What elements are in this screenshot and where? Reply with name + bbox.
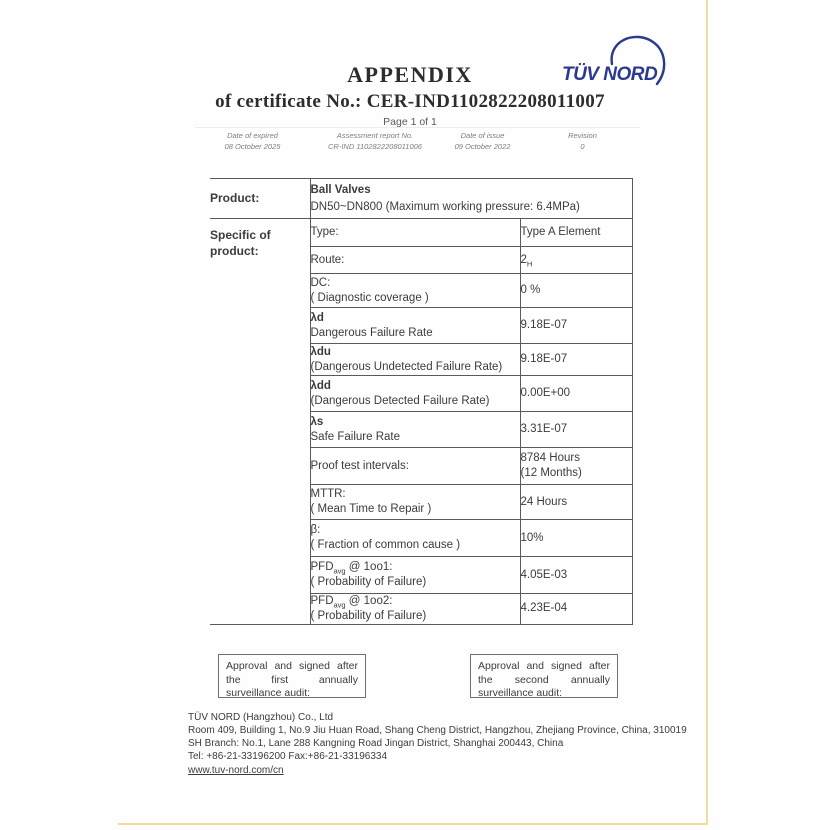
website-link[interactable]: www.tuv-nord.com/cn (188, 765, 284, 776)
page-scan-edge-bottom (118, 823, 708, 825)
footer-address-1: Room 409, Building 1, No.9 Jiu Huan Road, Shang Cheng District, Hangzhou, Zhejiang Province, China, 310019 (188, 725, 687, 736)
page-title: APPENDIX (347, 62, 473, 87)
meta-assessment-report-no (310, 127, 440, 153)
value-mttr: 24 Hours (520, 485, 632, 520)
meta-label: Date of expired (227, 131, 278, 140)
value-lambda-s: 3.31E-07 (520, 412, 632, 448)
meta-revision (525, 127, 640, 153)
param-proof-test-intervals: Proof test intervals: (310, 448, 520, 485)
value-pfd-1oo2: 4.23E-04 (520, 594, 632, 625)
value-pfd-1oo1: 4.05E-03 (520, 557, 632, 594)
value-lambda-dd: 0.00E+00 (520, 376, 632, 412)
product-label: Product: (210, 179, 310, 219)
value-route: $2_H$ (520, 247, 632, 274)
product-name: Ball Valves (310, 184, 371, 197)
header (0, 62, 820, 128)
product-description: DN50~DN800 (Maximum working pressure: 6.4MPa) (310, 200, 580, 213)
param-beta: β: ( Fraction of common cause ) (310, 520, 520, 557)
table-row-product (210, 179, 632, 219)
meta-label: Revision (568, 131, 597, 140)
approval-box-second-audit: Approval and signed after the second annually surveillance audit: (470, 654, 618, 698)
footer (188, 711, 687, 777)
certificate-number-line: of certificate No.: CER-IND1102822208011007 (215, 91, 605, 112)
tuv-nord-logo-text: TÜV NORD (562, 64, 658, 85)
page-number-label: Page 1 of 1 (383, 116, 437, 128)
param-mttr: MTTR: ( Mean Time to Repair ) (310, 485, 520, 520)
meta-date-of-issue (440, 127, 525, 153)
meta-value: 0 (580, 141, 585, 151)
meta-label: Date of issue (460, 131, 505, 140)
specific-of-product-label: Specific of product: (210, 219, 310, 625)
table-row-type (210, 219, 632, 247)
value-dc: 0 % (520, 274, 632, 308)
meta-value: 09 October 2022 (454, 141, 511, 151)
value-beta: 10% (520, 520, 632, 557)
value-lambda-d: 9.18E-07 (520, 308, 632, 344)
meta-value: 08 October 2025 (224, 141, 281, 151)
meta-date-of-expired (195, 127, 310, 153)
value-lambda-du: 9.18E-07 (520, 344, 632, 376)
approval-box-first-audit: Approval and signed after the first annually surveillance audit: (218, 654, 366, 698)
footer-address-2: SH Branch: No.1, Lane 288 Kangning Road Jingan District, Shanghai 200443, China (188, 738, 564, 749)
param-pfd-1oo2: $PFD_{avg}$ @ 1oo2: ( Probability of Failure) (310, 594, 520, 625)
footer-company: TÜV NORD (Hangzhou) Co., Ltd (188, 712, 334, 723)
param-pfd-1oo1: $PFD_{avg}$ @ 1oo1: ( Probability of Failure) (310, 557, 520, 594)
spec-table (210, 178, 633, 625)
param-lambda-d: λd Dangerous Failure Rate (310, 308, 520, 344)
param-lambda-dd: λdd (Dangerous Detected Failure Rate) (310, 376, 520, 412)
meta-strip (195, 127, 640, 153)
value-proof-test-intervals: 8784 Hours (12 Months) (520, 448, 632, 485)
param-route: Route: (310, 247, 520, 274)
product-cell (310, 179, 632, 219)
meta-label: Assessment report No. (336, 131, 414, 140)
value-type: Type A Element (520, 219, 632, 247)
param-lambda-s: λs Safe Failure Rate (310, 412, 520, 448)
param-type: Type: (310, 219, 520, 247)
param-dc: DC: ( Diagnostic coverage ) (310, 274, 520, 308)
param-lambda-du: λdu (Dangerous Undetected Failure Rate) (310, 344, 520, 376)
meta-value: CR-IND 1102822208011006 (328, 141, 422, 151)
footer-phone-fax: Tel: +86-21-33196200 Fax:+86-21-33196334 (188, 751, 388, 762)
